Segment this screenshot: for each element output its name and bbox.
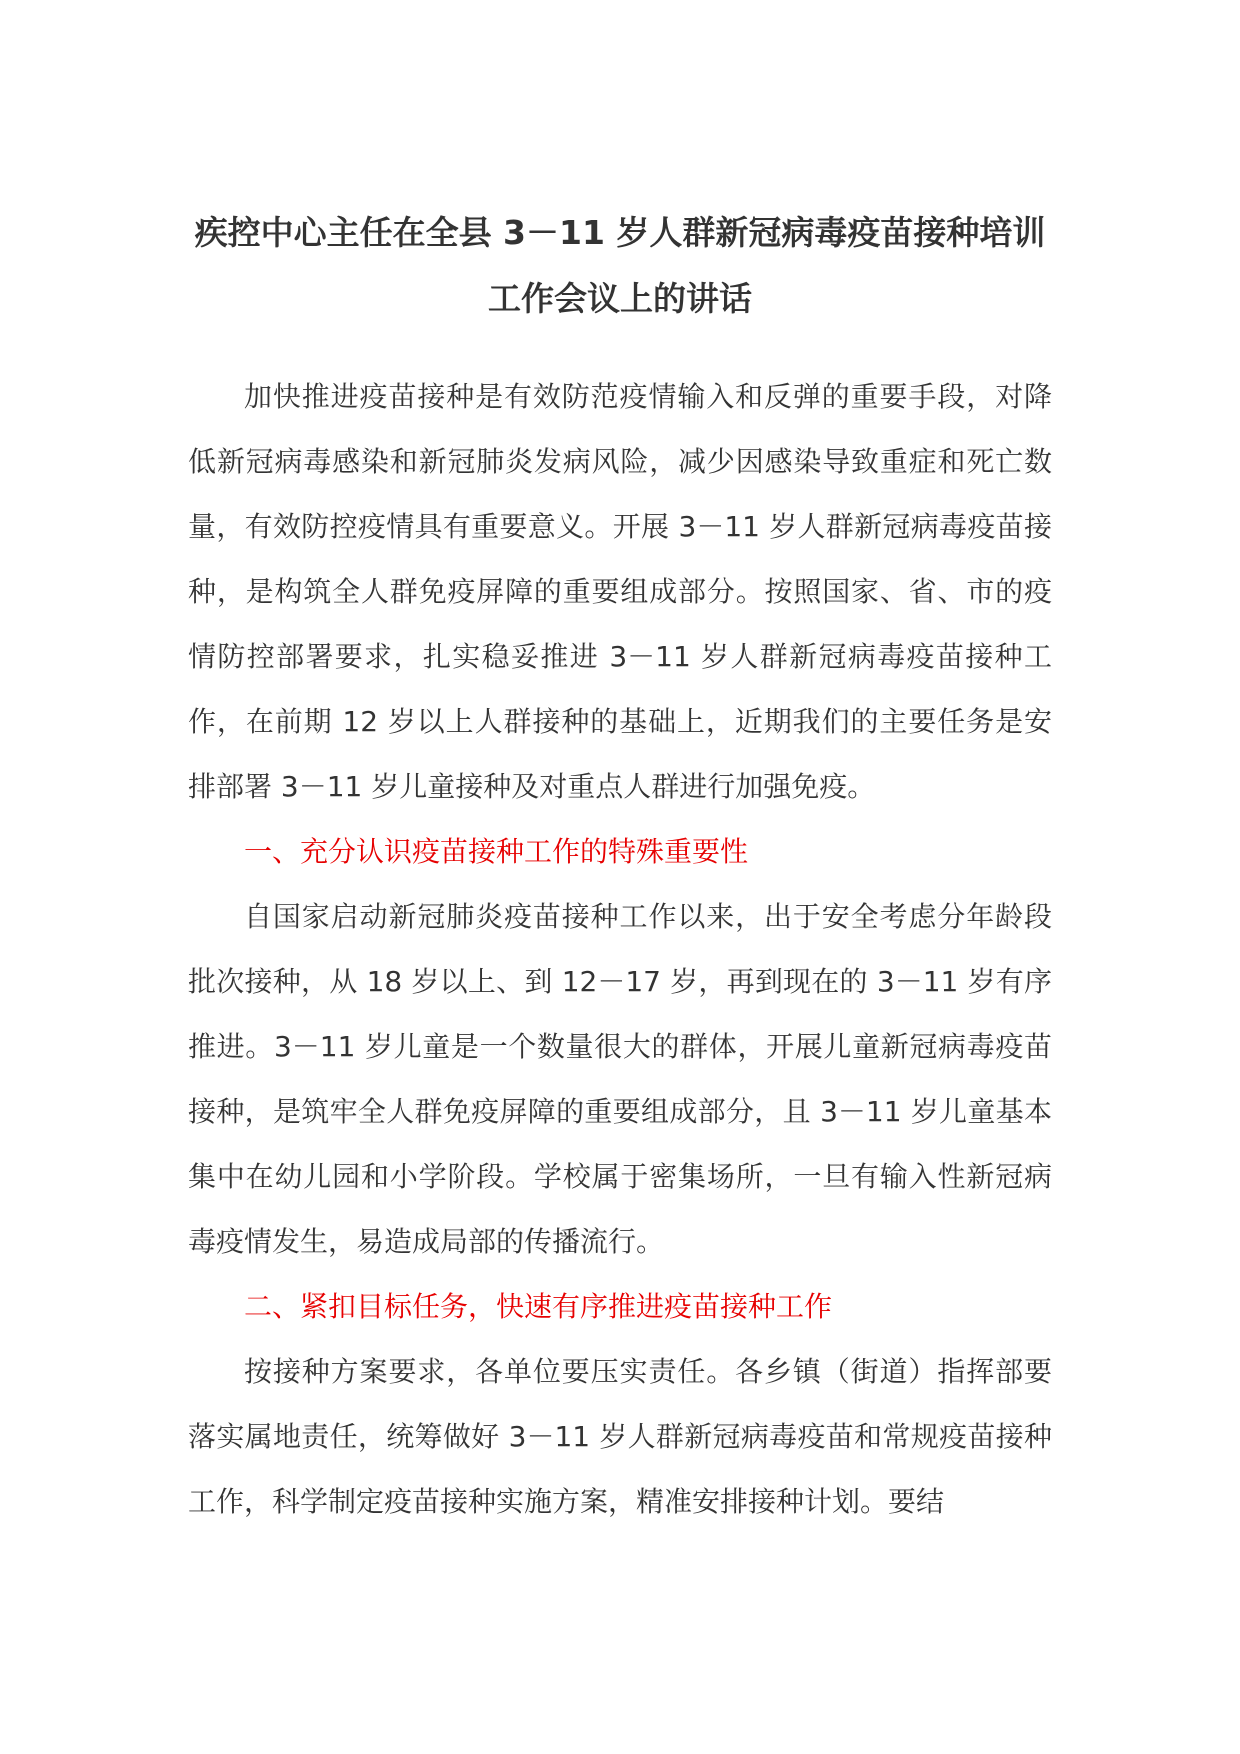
paragraph-intro: 加快推进疫苗接种是有效防范疫情输入和反弹的重要手段，对降低新冠病毒感染和新冠肺炎发病风险，减少因感染导致重症和死亡数量，有效防控疫情具有重要意义。开展 3－11 岁人群新冠病毒疫苗接种，是构筑全人群免疫屏障的重要组成部分。按照国家、省、市的疫情防控部署要求，扎实稳妥推进 3－11 岁人群新冠病毒疫苗接种工作，在前期 12 岁以上人群接种的基础上，近期我们的主要任务是安排部署 3－11 岁儿童接种及对重点人群进行加强免疫。 bbox=[188, 380, 1052, 803]
section-heading-1: 一、充分认识疫苗接种工作的特殊重要性 bbox=[244, 835, 749, 868]
section-heading-2: 二、紧扣目标任务，快速有序推进疫苗接种工作 bbox=[244, 1290, 833, 1323]
document-body bbox=[188, 364, 1052, 1534]
paragraph-section-2: 按接种方案要求，各单位要压实责任。各乡镇（街道）指挥部要落实属地责任，统筹做好 3－11 岁人群新冠病毒疫苗和常规疫苗接种工作，科学制定疫苗接种实施方案，精准安排接种计划。要结 bbox=[188, 1355, 1052, 1518]
paragraph-section-1: 自国家启动新冠肺炎疫苗接种工作以来，出于安全考虑分年龄段批次接种，从 18 岁以上、到 12－17 岁，再到现在的 3－11 岁有序推进。3－11 岁儿童是一个数量很大的群体，开展儿童新冠病毒疫苗接种，是筑牢全人群免疫屏障的重要组成部分，且 3－11 岁儿童基本集中在幼儿园和小学阶段。学校属于密集场所，一旦有输入性新冠病毒疫情发生，易造成局部的传播流行。 bbox=[188, 900, 1052, 1258]
document-title: 疾控中心主任在全县 3－11 岁人群新冠病毒疫苗接种培训工作会议上的讲话 bbox=[194, 213, 1046, 318]
